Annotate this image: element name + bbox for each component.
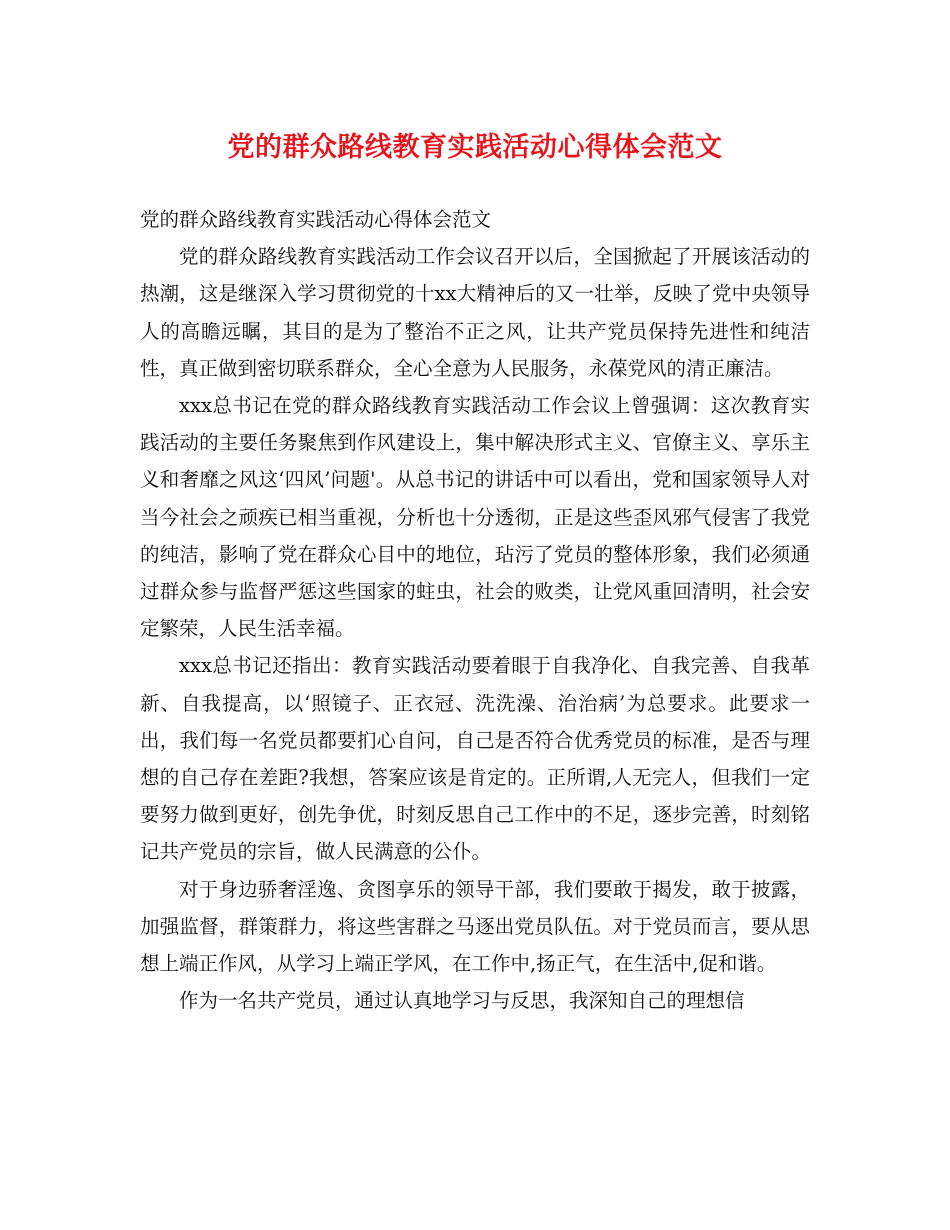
paragraph: xxx总书记在党的群众路线教育实践活动工作会议上曾强调：这次教育实践活动的主要任务聚焦到作风建设上，集中解决形式主义、官僚主义、享乐主义和奢靡之风这‘四风’问题'。从总书记的讲话中可以看出，党和国家领导人对当今社会之顽疾已相当重视，分析也十分透彻，正是这些歪风邪气侵害了我党的纯洁，影响了党在群众心目中的地位，玷污了党员的整体形象，我们必须通过群众参与监督严惩这些国家的蛀虫，社会的败类，让党风重回清明，社会安定繁荣，人民生活幸福。: [140, 394, 810, 641]
paragraph: 对于身边骄奢淫逸、贪图享乐的领导干部，我们要敢于揭发，敢于披露，加强监督，群策群力，将这些害群之马逐出党员队伍。对于党员而言，要从思想上端正作风，从学习上端正学风，在工作中,扬正气，在生活中,促和谐。: [140, 877, 810, 976]
document-body: [140, 201, 810, 1019]
paragraph: 作为一名共产党员，通过认真地学习与反思，我深知自己的理想信: [179, 989, 745, 1013]
document-title: 党的群众路线教育实践活动心得体会范文: [227, 132, 723, 163]
document-subtitle: 党的群众路线教育实践活动心得体会范文: [140, 208, 492, 231]
paragraph: 党的群众路线教育实践活动工作会议召开以后，全国掀起了开展该活动的热潮，这是继深入学习贯彻党的十xx大精神后的又一壮举，反映了党中央领导人的高瞻远瞩，其目的是为了整治不正之风，让共产党员保持先进性和纯洁性，真正做到密切联系群众，全心全意为人民服务，永葆党风的清正廉洁。: [140, 245, 810, 380]
paragraph: xxx总书记还指出：教育实践活动要着眼于自我净化、自我完善、自我革新、自我提高，以‘照镜子、正衣冠、洗洗澡、治治病’为总要求。此要求一出，我们每一名党员都要扪心自问，自己是否符合优秀党员的标准，是否与理想的自己存在差距?我想，答案应该是肯定的。正所谓,人无完人，但我们一定要努力做到更好，创先争优，时刻反思自己工作中的不足，逐步完善，时刻铭记共产党员的宗旨，做人民满意的公仆。: [140, 654, 810, 864]
